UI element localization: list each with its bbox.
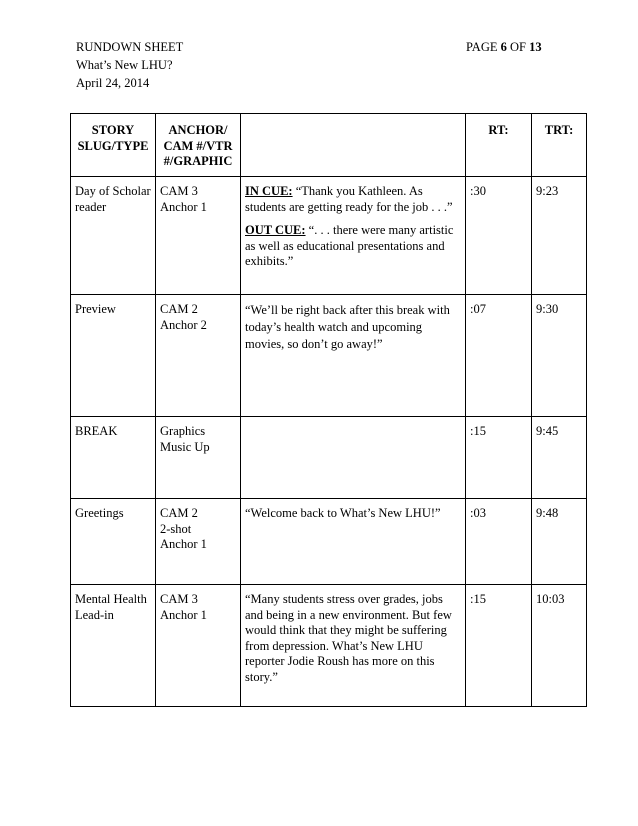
trt-cell: 9:30 <box>532 295 587 417</box>
out-cue <box>245 223 461 270</box>
table-row <box>71 295 587 417</box>
trt-cell: 10:03 <box>532 585 587 707</box>
header-slug: STORY SLUG/TYPE <box>71 114 156 177</box>
in-cue <box>245 184 461 215</box>
script-cell: “Many students stress over grades, jobs and being in a new environment. But few would think that they might be suffering from depression. What’s New LHU reporter Jodie Roush has more on this story.” <box>241 585 466 707</box>
rt-cell: :15 <box>466 585 532 707</box>
header-rt: RT: <box>466 114 532 177</box>
anchor-line: Anchor 1 <box>160 607 207 622</box>
anchor-line: Anchor 1 <box>160 199 207 214</box>
trt-cell: 9:45 <box>532 417 587 499</box>
slug-cell: Day of Scholar reader <box>71 177 156 295</box>
slug-cell: BREAK <box>71 417 156 499</box>
table-header-row <box>71 114 587 177</box>
in-cue-label: IN CUE: <box>245 184 293 198</box>
anchor-cell <box>156 417 241 499</box>
script-cell: “We’ll be right back after this break with today’s health watch and upcoming movies, so don’t go away!” <box>241 295 466 417</box>
page-word: PAGE <box>466 40 498 54</box>
anchor-cell <box>156 177 241 295</box>
anchor-cell <box>156 499 241 585</box>
out-cue-label: OUT CUE: <box>245 223 306 237</box>
page-indicator <box>466 38 542 56</box>
table-row <box>71 585 587 707</box>
header-trt: TRT: <box>532 114 587 177</box>
anchor-cell <box>156 585 241 707</box>
header-script <box>241 114 466 177</box>
slug-cell: Greetings <box>71 499 156 585</box>
in-cue-text: “Thank you Kathleen. As students are getting ready for the job . . .” <box>245 184 453 214</box>
slug-cell: Preview <box>71 295 156 417</box>
table-row <box>71 417 587 499</box>
rundown-table <box>70 113 587 707</box>
rt-cell: :03 <box>466 499 532 585</box>
anchor-line: Graphics <box>160 424 206 438</box>
page-current: 6 <box>500 40 507 54</box>
trt-cell: 9:23 <box>532 177 587 295</box>
sheet-title: RUNDOWN SHEET <box>76 40 184 54</box>
page-total: 13 <box>529 40 542 54</box>
script-cell: “Welcome back to What’s New LHU!” <box>241 499 466 585</box>
anchor-line: CAM 2 <box>160 302 198 316</box>
slug-cell: Mental Health Lead-in <box>71 585 156 707</box>
trt-cell: 9:48 <box>532 499 587 585</box>
document-header <box>76 38 183 92</box>
anchor-line: CAM 2 <box>160 506 198 520</box>
out-cue-text: “. . . there were many artistic as well as educational presentations and exhibits.” <box>245 223 454 268</box>
anchor-line: CAM 3 <box>160 592 198 606</box>
rt-cell: :30 <box>466 177 532 295</box>
script-cell <box>241 177 466 295</box>
page-of: OF <box>510 40 526 54</box>
table-row <box>71 177 587 295</box>
rt-cell: :15 <box>466 417 532 499</box>
show-name: What’s New LHU? <box>76 58 173 72</box>
anchor-line: CAM 3 <box>160 184 198 198</box>
script-cell <box>241 417 466 499</box>
header-anchor: ANCHOR/ CAM #/VTR #/GRAPHIC <box>156 114 241 177</box>
table-row <box>71 499 587 585</box>
sheet-date: April 24, 2014 <box>76 76 150 90</box>
anchor-cell <box>156 295 241 417</box>
anchor-line: Anchor 1 <box>160 537 207 551</box>
anchor-line: Music Up <box>160 439 210 454</box>
anchor-line: 2-shot <box>160 521 192 536</box>
rt-cell: :07 <box>466 295 532 417</box>
anchor-line: Anchor 2 <box>160 317 207 332</box>
